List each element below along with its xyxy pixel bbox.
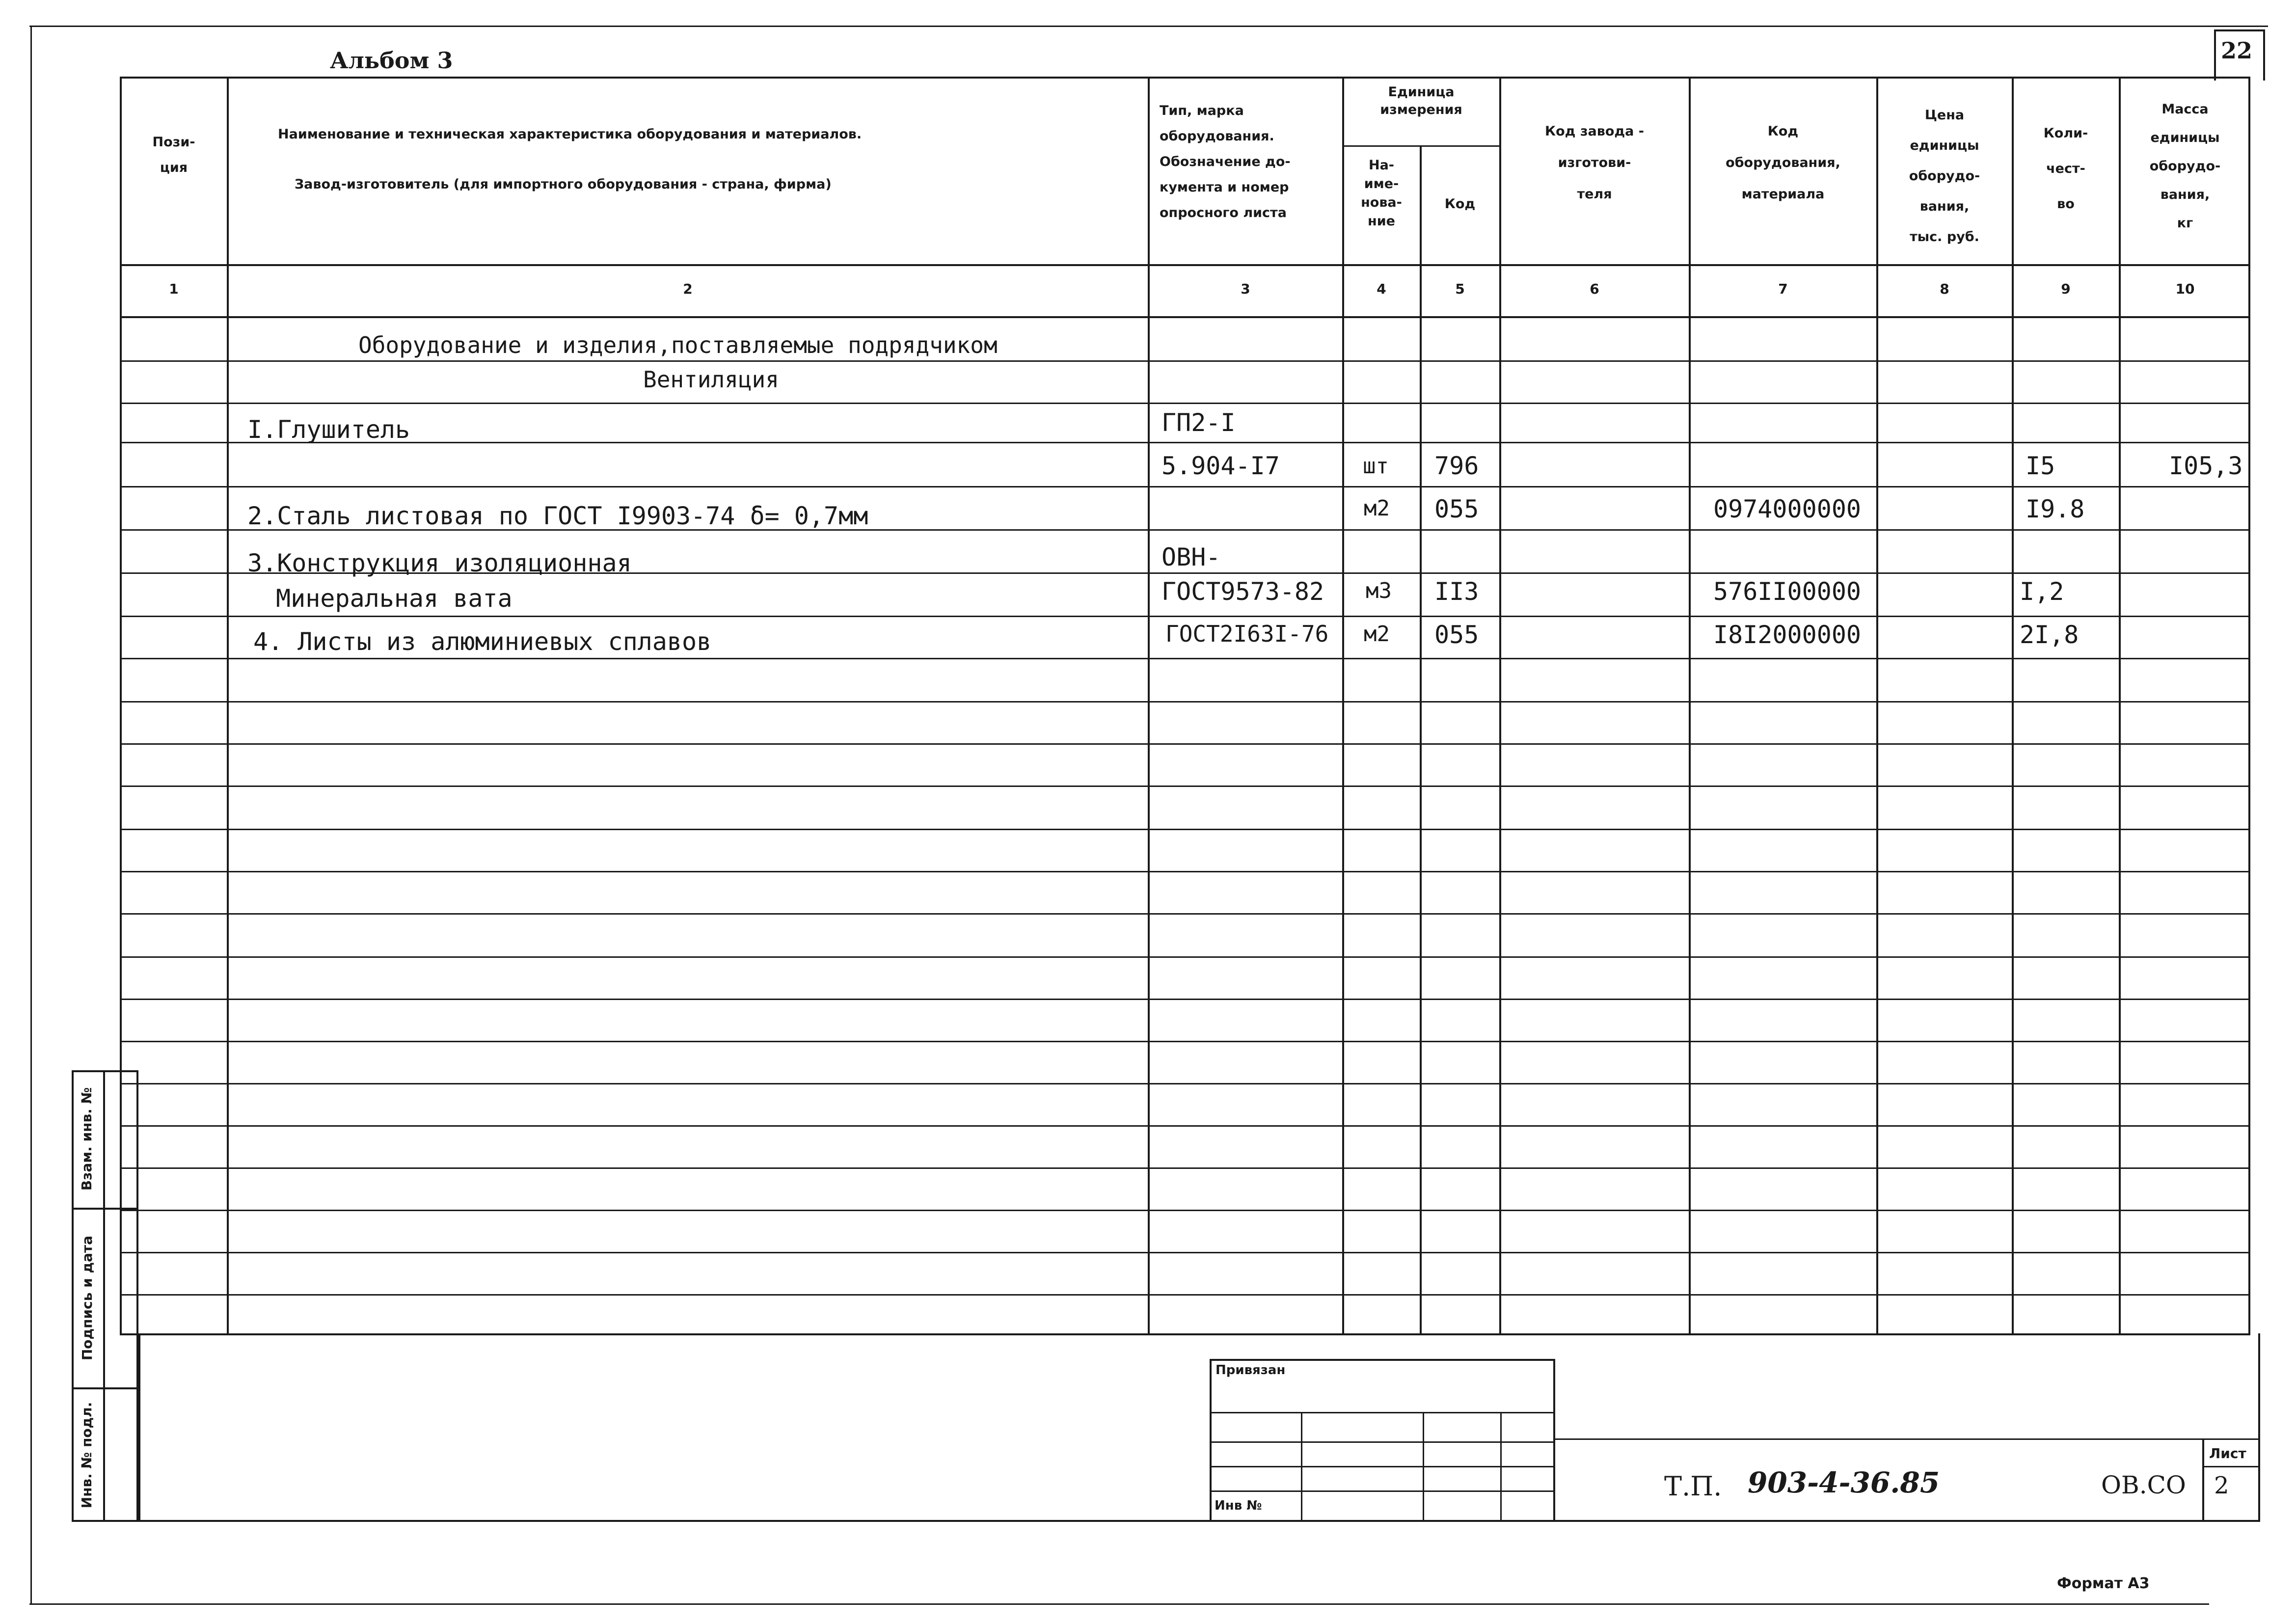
col-number-10: 10 (2175, 281, 2195, 297)
table-row-line (122, 403, 2248, 404)
row2-unit: шт (1363, 454, 1389, 479)
col-divider-4 (1420, 145, 1422, 1335)
table-row-line (122, 1125, 2248, 1127)
row2-qty: I5 (2026, 452, 2055, 480)
row5-code: II3 (1434, 577, 1479, 606)
col-divider-2 (1148, 77, 1150, 1335)
inv-no-label: Инв № (1215, 1498, 1262, 1513)
table-row-line (122, 1167, 2248, 1169)
row3-unit: м2 (1364, 496, 1390, 521)
header-unit-name: На- име- нова- ние (1361, 158, 1402, 229)
table-row-line (122, 871, 2248, 872)
list-label: Лист (2209, 1445, 2246, 1462)
header-position: Пози- ция (152, 135, 195, 175)
outer-bottom-line (29, 1603, 2209, 1605)
col-number-3: 3 (1241, 281, 1250, 297)
stamp-col-2 (1423, 1412, 1424, 1522)
col-number-7: 7 (1778, 281, 1788, 297)
col-number-4: 4 (1377, 281, 1386, 297)
outer-left-line (30, 26, 32, 1603)
col-divider-5 (1499, 77, 1501, 1335)
header-name-line1: Наименование и техническая характеристика оборудования и материалов. (278, 127, 862, 142)
row6-name: 4. Листы из алюминиевых сплавов (253, 627, 712, 656)
stamp-frame (138, 1333, 2260, 1522)
side-label-inv: Инв. № подл. (79, 1402, 95, 1509)
header-unit-code: Код (1444, 196, 1476, 212)
header-plant-code: Код завода - изготови- теля (1545, 124, 1644, 202)
tp-number: 903-4-36.85 (1748, 1466, 1940, 1499)
side-strip-div1 (72, 1208, 138, 1210)
table-row-line (122, 486, 2248, 487)
row6-code: 055 (1434, 621, 1479, 649)
list-box-left (2202, 1438, 2204, 1522)
row3-code: 055 (1434, 495, 1479, 523)
row6-unit: м2 (1364, 622, 1390, 647)
header-price: Цена единицы оборудо- вания, тыс. руб. (1909, 108, 1980, 244)
row5-unit: м3 (1366, 578, 1392, 603)
col-number-2: 2 (683, 281, 693, 297)
table-row-line (122, 1210, 2248, 1211)
doc-code: ОВ.СО (2101, 1471, 2186, 1499)
table-row-line (122, 829, 2248, 830)
row4-name: 3.Конструкция изоляционная (247, 549, 632, 577)
number-row-divider (120, 316, 2250, 318)
stamp-row-3 (1210, 1466, 1555, 1467)
row6-qty: 2I,8 (2020, 621, 2079, 649)
row2-mass: I05,3 (2169, 452, 2243, 480)
row2-code: 796 (1434, 452, 1479, 480)
stamp-row-4 (1210, 1490, 1555, 1492)
row5-name: Минеральная вата (276, 584, 513, 613)
list-number: 2 (2214, 1472, 2229, 1499)
table-row-line (122, 701, 2248, 703)
header-name-line2: Завод-изготовитель (для импортного оборудования - страна, фирма) (295, 177, 832, 192)
col-number-9: 9 (2061, 281, 2071, 297)
album-title: Альбом 3 (330, 47, 453, 74)
outer-top-line (29, 26, 2268, 27)
table-row-line (122, 616, 2248, 617)
table-row-line (122, 1041, 2248, 1042)
row4-type: ОВН- (1162, 543, 1221, 571)
col-number-8: 8 (1940, 281, 1949, 297)
table-row-line (122, 956, 2248, 958)
col-divider-7 (1876, 77, 1878, 1335)
row1-name: I.Глушитель (247, 415, 410, 444)
header-mass: Масса единицы оборудо- вания, кг (2149, 102, 2221, 231)
table-row-line (122, 913, 2248, 915)
side-label-vzam: Взам. инв. № (79, 1087, 95, 1191)
table-row-line (122, 658, 2248, 659)
table-row-line (122, 1083, 2248, 1084)
header-type: Тип, марка оборудования. Обозначение до- кумента и номер опросного листа (1160, 103, 1291, 220)
privyazan-label: Привязан (1216, 1363, 1286, 1378)
row3-qty: I9.8 (2026, 495, 2085, 523)
stamp-row-1 (1210, 1412, 1555, 1413)
row2-type: 5.904-I7 (1162, 452, 1280, 480)
list-box-mid (2202, 1466, 2260, 1467)
row5-type: ГОСТ9573-82 (1162, 577, 1324, 606)
row3-equip: 0974000000 (1713, 495, 1862, 523)
header-unit-group: Единица измерения (1380, 84, 1462, 117)
table-row-line (122, 785, 2248, 787)
col-number-6: 6 (1590, 281, 1599, 297)
table-row-line (122, 1294, 2248, 1296)
row6-equip: I8I2000000 (1713, 621, 1862, 649)
header-equip-code: Код оборудования, материала (1726, 124, 1840, 202)
col-divider-1 (227, 77, 229, 1335)
col-number-5: 5 (1455, 281, 1465, 297)
stamp-row-2 (1210, 1441, 1555, 1443)
corner-sheet-number: 22 (2221, 37, 2253, 64)
row3-name: 2.Сталь листовая по ГОСТ I9903-74 δ= 0,7мм (247, 502, 868, 530)
table-row-line (122, 999, 2248, 1000)
table-row-line (122, 442, 2248, 443)
table-row-line (122, 360, 2248, 362)
row6-type: ГОСТ2I63I-76 (1165, 621, 1329, 647)
header-divider (120, 264, 2250, 266)
side-label-podpis: Подпись и дата (79, 1235, 95, 1361)
format-label: Формат А3 (2057, 1575, 2150, 1592)
stamp-col-1 (1301, 1412, 1302, 1522)
section-title: Оборудование и изделия,поставляемые подрядчиком (358, 332, 998, 358)
col-divider-9 (2119, 77, 2121, 1335)
header-qty: Коли- чест- во (2043, 126, 2088, 212)
col-divider-8 (2012, 77, 2014, 1335)
table-row-line (122, 743, 2248, 745)
title-block-top (1555, 1438, 2260, 1440)
row5-qty: I,2 (2020, 577, 2064, 606)
col-divider-3 (1342, 77, 1344, 1335)
table-row-line (122, 1252, 2248, 1253)
row1-type: ГП2-I (1162, 408, 1236, 437)
tp-prefix: Т.П. (1664, 1471, 1722, 1502)
col-divider-6 (1689, 77, 1691, 1335)
privyazan-box (1210, 1359, 1555, 1522)
row5-equip: 576II00000 (1713, 577, 1862, 606)
section-subtitle: Вентиляция (643, 366, 779, 393)
col-number-1: 1 (169, 281, 179, 297)
side-strip-mid (103, 1070, 105, 1522)
stamp-col-3 (1500, 1412, 1502, 1522)
